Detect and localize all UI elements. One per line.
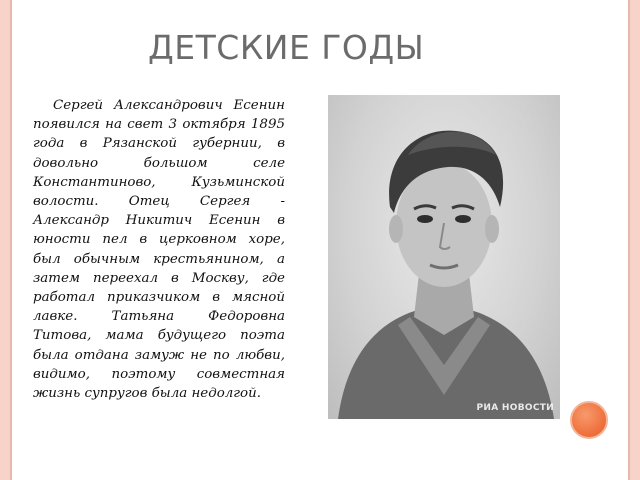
slide-frame-right bbox=[628, 0, 640, 480]
slide-title: ДЕТСКИЕ ГОДЫ bbox=[148, 28, 425, 67]
photo-watermark: РИА НОВОСТИ bbox=[476, 403, 554, 413]
slide-frame-left bbox=[0, 0, 12, 480]
slide-body-text: Сергей Александрович Есенин появился на свет 3 октября 1895 года в Рязанской губернии, в довольно большом селе Константиново, Кузьминской волости. Отец Сергея - Александр Никитич Есенин в юности пел в церковном хоре, был обычным крестьянином, а затем переехал в Москву, где работал приказчиком в мясной лавке. Татьяна Федоровна Титова, мама будущего поэта была отдана замуж не по любви, видимо, поэтому совместная жизнь супругов была недолгой. bbox=[33, 98, 285, 402]
portrait-illustration bbox=[328, 95, 560, 419]
decorative-circle bbox=[570, 401, 608, 439]
portrait-photo bbox=[328, 95, 560, 419]
